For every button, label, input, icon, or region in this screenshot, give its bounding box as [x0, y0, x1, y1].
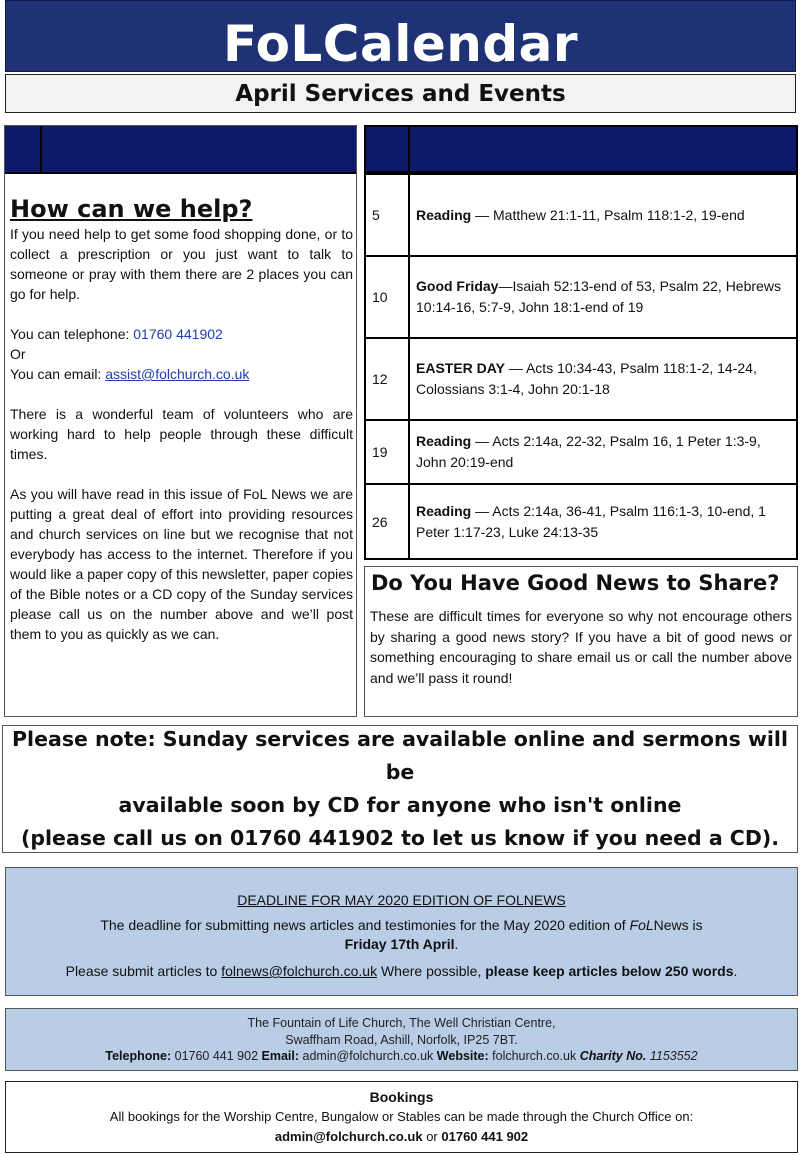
tel-label: Telephone: [105, 1049, 172, 1063]
help-email-line [10, 364, 353, 384]
note-line: (please call us on 01760 441902 to let us know if you need a CD). [20, 826, 780, 850]
good-news-panel [364, 566, 798, 717]
good-news-text: These are difficult times for everyone so why not encourage others by sharing a good news story? If you have a bit of good news or something encouraging to share email us or call the number above and we’ll pass it round! [370, 608, 792, 686]
address-line: Swaffham Road, Ashill, Norfolk, IP25 7BT. [285, 1032, 518, 1047]
help-intro: If you need help to get some food shopping done, or to collect a prescription or you just want to talk to someone or pray with them there are 2 places you can go for help. [10, 226, 353, 302]
reading-label: Good Friday [416, 278, 499, 294]
tel-value: 01760 441 902 [171, 1049, 262, 1063]
bookings-text: All bookings for the Worship Centre, Bungalow or Stables can be made through the Church Office on: [109, 1109, 694, 1124]
service-reading [410, 339, 796, 419]
deadline-title: DEADLINE FOR MAY 2020 EDITION OF FOLNEWS [237, 892, 566, 908]
help-panel [4, 125, 357, 717]
service-reading [410, 421, 796, 483]
services-table [364, 125, 798, 560]
charity-value: 1153552 [646, 1049, 698, 1063]
submit-text: . [733, 963, 738, 979]
deadline-fol: FoL [629, 917, 654, 933]
bookings-phone: 01760 441 902 [441, 1129, 529, 1144]
services-table-header [366, 127, 796, 173]
submit-text: Please submit articles to [65, 963, 222, 979]
reading-text: — Acts 2:14a, 22-32, Psalm 16, 1 Peter 1:3-9, John 20:19-end [416, 433, 761, 470]
help-heading: How can we help? [10, 195, 253, 223]
bookings-panel [5, 1081, 798, 1153]
reading-text: — Matthew 21:1-11, Psalm 118:1-2, 19-end [471, 206, 745, 223]
table-row [366, 173, 796, 255]
email-label: Email: [261, 1049, 300, 1063]
table-row [366, 337, 796, 419]
help-or: Or [10, 346, 26, 362]
web-label: Website: [436, 1049, 489, 1063]
good-news-heading: Do You Have Good News to Share? [371, 571, 780, 595]
services-note [2, 725, 798, 853]
title-banner [5, 0, 796, 72]
note-line: Please note: Sunday services are available online and sermons will be [12, 727, 788, 784]
page-subtitle: April Services and Events [235, 81, 566, 107]
help-paper-copy: As you will have read in this issue of FoL News we are putting a great deal of effort into providing resources and church services on line but we recognise that not everybody has access to the internet. Therefore if you would like a paper copy of this newsletter, paper copies of the Bible notes or a CD copy of the Sunday services please call us on the number above and we’ll post them to you as quickly as we can. [10, 486, 353, 642]
help-volunteers: There is a wonderful team of volunteers who are working hard to help people through these difficult times. [10, 406, 353, 462]
page-title: FoLCalendar [222, 15, 579, 73]
table-row [366, 419, 796, 483]
submit-word-limit: please keep articles below 250 words [485, 963, 734, 979]
web-value: folchurch.co.uk [488, 1049, 580, 1063]
service-date: 19 [366, 421, 410, 483]
bookings-title: Bookings [369, 1089, 434, 1105]
reading-text: —Isaiah 52:13-end of 53, Psalm 22, Hebrews 10:14-16, 5:7-9, John 18:1-end of 19 [416, 278, 781, 315]
help-email-link[interactable]: assist@folchurch.co.uk [105, 366, 250, 382]
contact-line [6, 1048, 797, 1065]
help-panel-header [5, 126, 356, 174]
deadline-panel [5, 867, 798, 996]
reading-label: Reading [416, 206, 472, 223]
service-date: 12 [366, 339, 410, 419]
deadline-text-part: News is [653, 917, 703, 933]
address-line: The Fountain of Life Church, The Well Christian Centre, [247, 1016, 556, 1030]
help-phone-line [10, 324, 353, 344]
reading-text: — Acts 10:34-43, Psalm 118:1-2, 14-24, Colossians 3:1-4, John 20:1-18 [416, 360, 757, 397]
deadline-text [6, 916, 797, 954]
email-label: You can email: [10, 366, 106, 382]
submit-email-link[interactable]: folnews@folchurch.co.uk [221, 963, 378, 979]
charity-label: Charity No. [579, 1049, 647, 1063]
help-phone[interactable]: 01760 441902 [133, 326, 223, 342]
service-date: 5 [366, 175, 410, 255]
email-value: admin@folchurch.co.uk [299, 1049, 437, 1063]
table-row [366, 483, 796, 558]
service-date: 26 [366, 485, 410, 558]
header-divider [40, 126, 42, 174]
table-row [366, 255, 796, 337]
church-address [5, 1008, 798, 1071]
service-reading [410, 485, 796, 558]
note-line: available soon by CD for anyone who isn't online [118, 793, 682, 817]
reading-label: EASTER DAY [416, 360, 505, 376]
service-reading [410, 257, 796, 337]
bookings-email: admin@folchurch.co.uk [274, 1129, 423, 1144]
reading-label: Reading [416, 433, 472, 449]
header-divider [408, 127, 410, 173]
deadline-date: Friday 17th April [344, 936, 455, 952]
deadline-text-part: . [454, 936, 459, 952]
bookings-or: or [422, 1129, 442, 1144]
help-panel-body [10, 194, 353, 644]
submit-text: Where possible, [377, 963, 486, 979]
deadline-submit [6, 962, 797, 981]
service-reading [410, 175, 796, 255]
reading-label: Reading [416, 502, 472, 519]
phone-label: You can telephone: [10, 326, 134, 342]
service-date: 10 [366, 257, 410, 337]
deadline-text-part: The deadline for submitting news articles and testimonies for the May 2020 edition of [100, 917, 630, 933]
subtitle-bar [5, 74, 796, 113]
reading-text: — Acts 2:14a, 36-41, Psalm 116:1-3, 10-end, 1 Peter 1:17-23, Luke 24:13-35 [416, 502, 766, 540]
bookings-contact [6, 1127, 797, 1147]
